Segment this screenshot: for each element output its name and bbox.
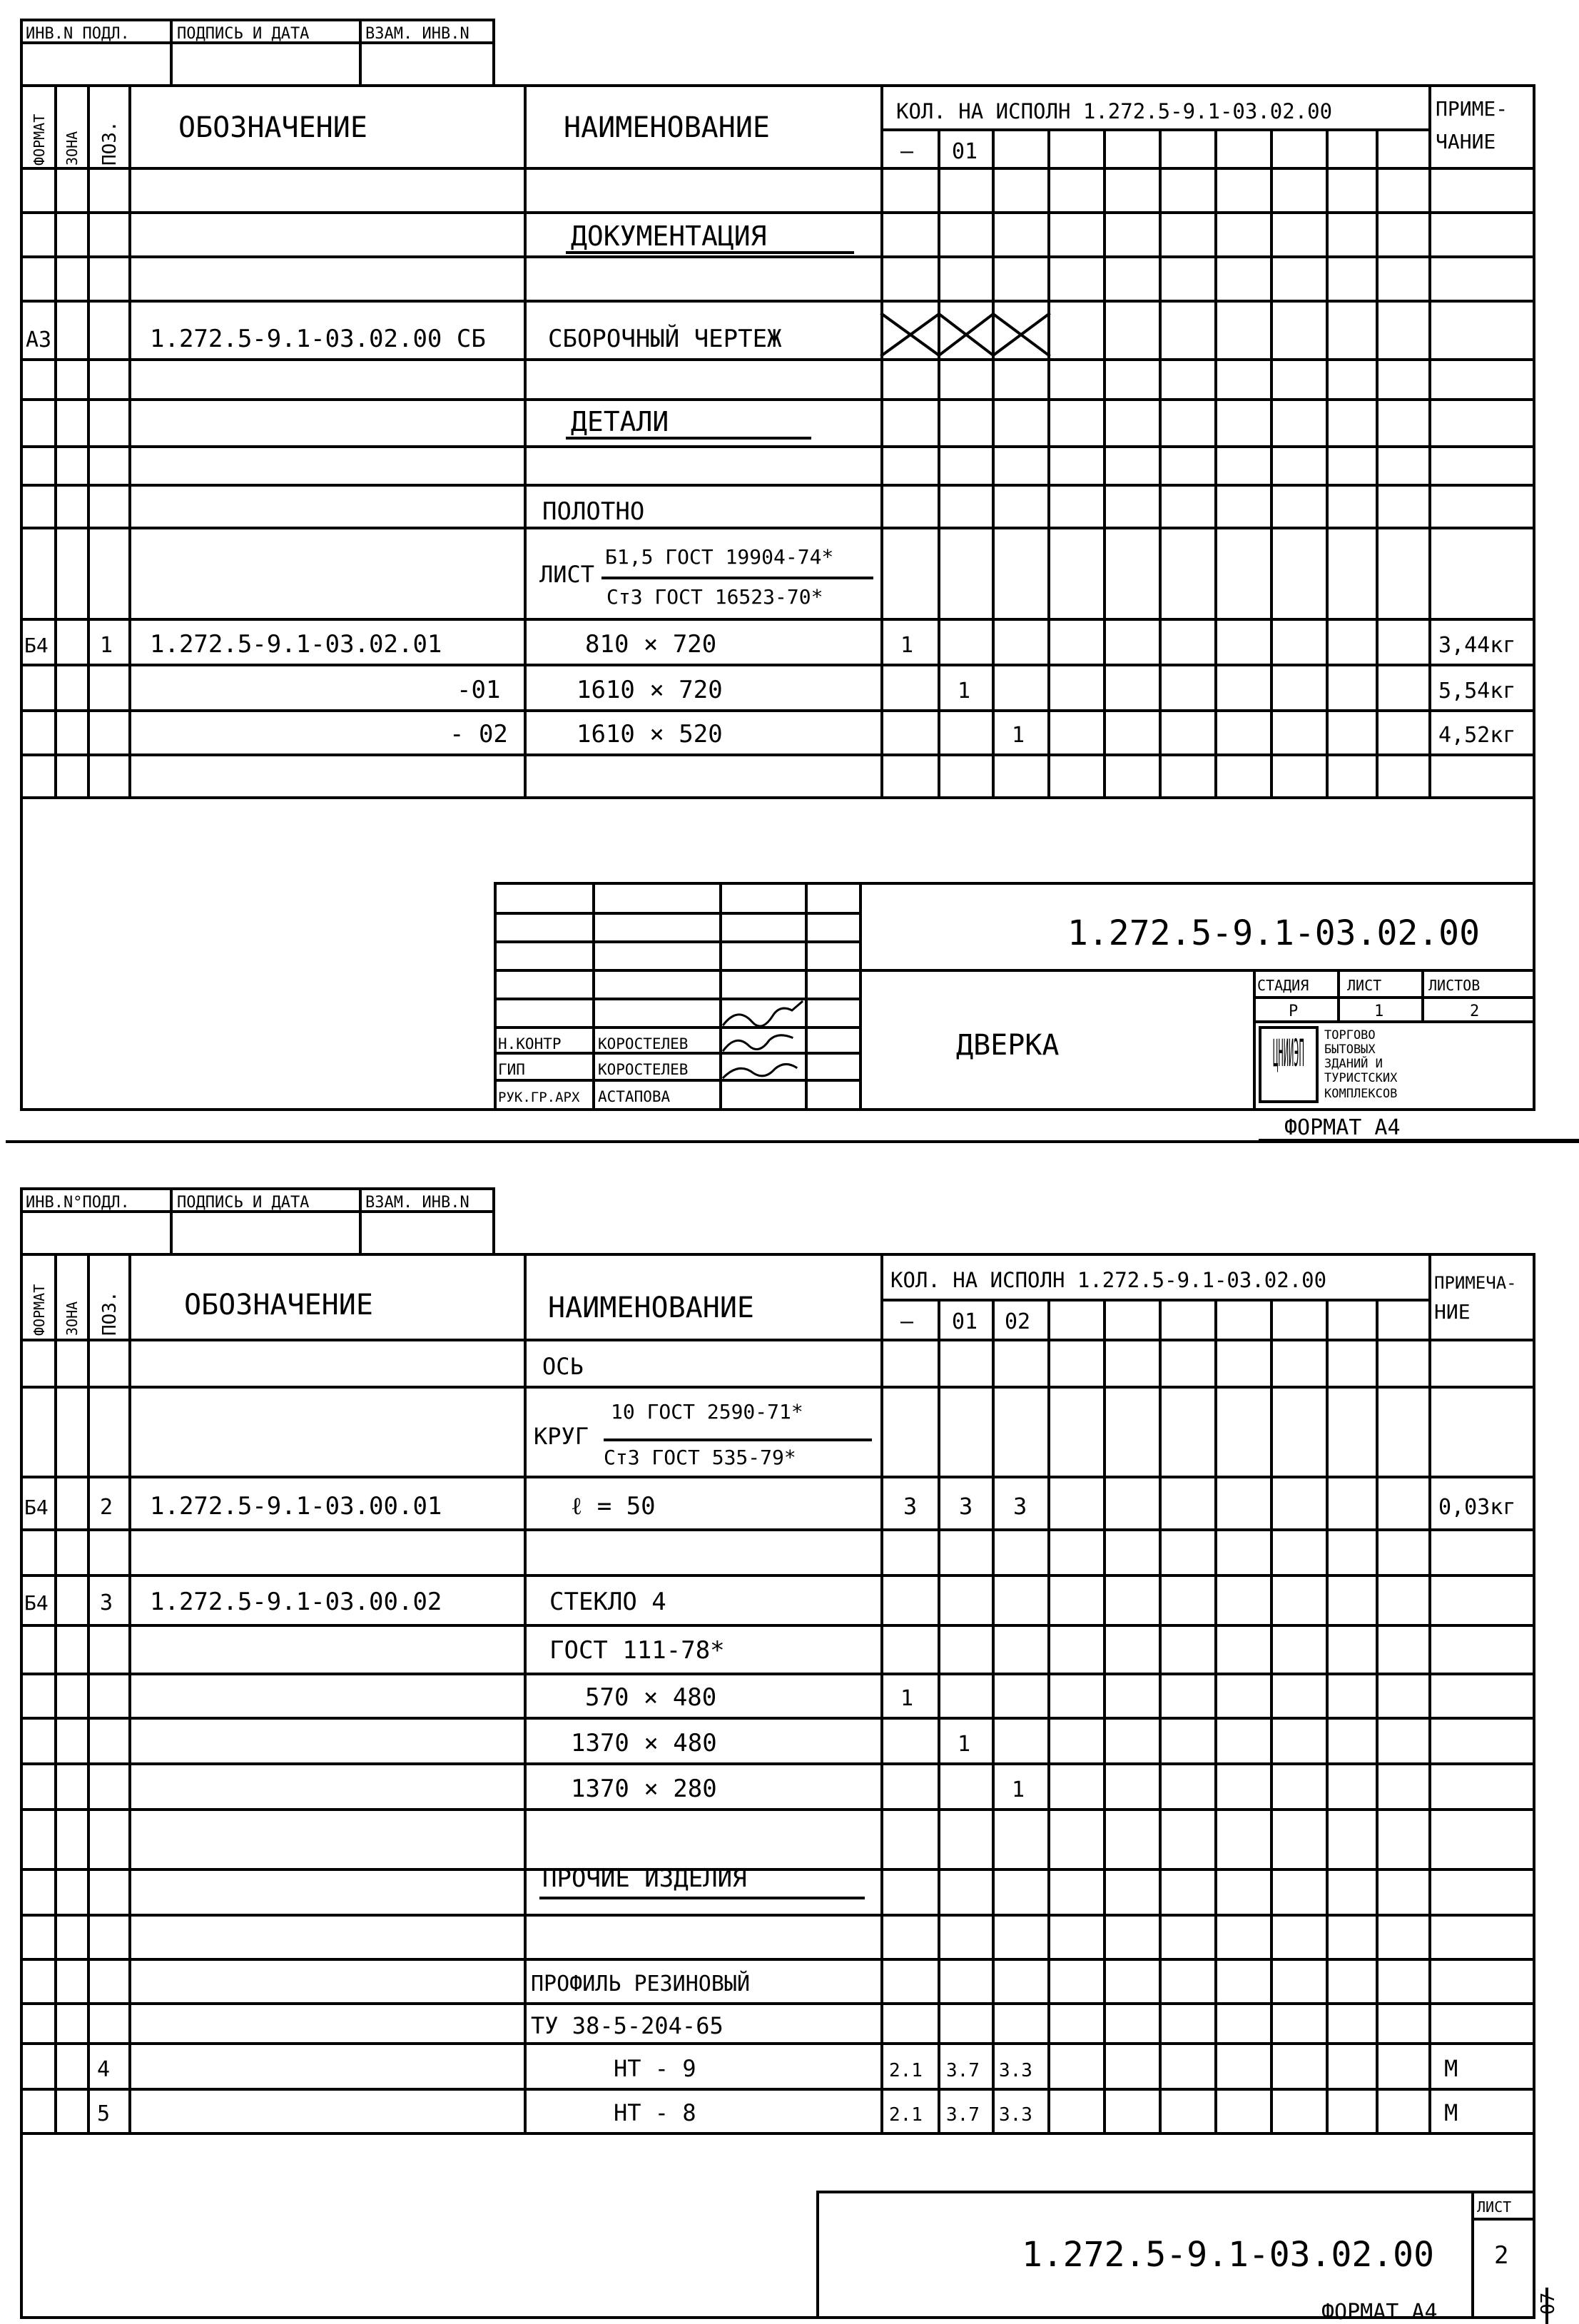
name-gip: КОРОСТЕЛЕВ (598, 1061, 689, 1078)
title-listov: ЛИСТОВ (1428, 977, 1481, 994)
header2-primechanie-2: НИЕ (1434, 1300, 1471, 1324)
sheet2-rows (24, 1353, 1515, 2126)
row-p4-note: М (1444, 2055, 1458, 2082)
header-naimenovanie: НАИМЕНОВАНИЕ (564, 111, 770, 144)
row2-1-q1: 3 (903, 1493, 918, 1520)
header-zona: ЗОНА (64, 131, 81, 166)
row2-1-note: 0,03кг (1438, 1495, 1516, 1520)
row1-pos: 1 (100, 633, 113, 658)
header2-isp-3: 02 (1005, 1309, 1031, 1334)
row2-1-q3: 3 (1013, 1493, 1027, 1520)
row-p4-pos: 4 (97, 2057, 111, 2082)
row-p5-note: М (1444, 2099, 1458, 2126)
org-line-2: БЫТОВЫХ (1324, 1042, 1376, 1057)
row-polotno: ПОЛОТНО (542, 497, 645, 526)
role-ruk-gr-arkh: РУК.ГР.АРХ (498, 1090, 580, 1105)
title-name: ДВЕРКА (956, 1029, 1060, 1062)
row-sb-name: СБОРОЧНЫЙ ЧЕРТЕЖ (548, 325, 782, 353)
name-ruk-gr: АСТАПОВА (598, 1088, 671, 1105)
row2-qty: 1 (958, 679, 971, 704)
title-list-val: 1 (1374, 1003, 1384, 1020)
row-tu: ТУ 38-5-204-65 (531, 2012, 724, 2039)
sheet1-signatures (724, 1002, 802, 1077)
org-line-1: ТОРГОВО (1324, 1028, 1376, 1042)
glass3-name: 1370 × 280 (571, 1775, 717, 1803)
header2-poz: ПОЗ. (99, 1291, 121, 1336)
header2-isp-2: 01 (952, 1309, 978, 1334)
row-krug-den: Ст3 ГОСТ 535-79* (604, 1446, 796, 1469)
title-stadia: СТАДИЯ (1257, 977, 1309, 994)
row2-2-format: Б4 (24, 1591, 49, 1615)
row-p4-q3: 3.3 (999, 2060, 1032, 2081)
row-list-prefix: ЛИСТ (539, 561, 595, 588)
row1-note: 3,44кг (1438, 633, 1516, 658)
name-kontr: КОРОСТЕЛЕВ (598, 1035, 689, 1052)
row-krug-num: 10 ГОСТ 2590-71* (611, 1400, 803, 1424)
stamp2-inv-podl: ИНВ.N°ПОДЛ. (26, 1194, 130, 1212)
title2-list: ЛИСТ (1477, 2198, 1512, 2216)
title2-doc-code: 1.272.5-9.1-03.02.00 (1022, 2235, 1434, 2275)
title-listov-val: 2 (1470, 1003, 1480, 1020)
row1-qty: 1 (900, 633, 914, 658)
row-sb-code: 1.272.5-9.1-03.02.00 СБ (150, 325, 486, 353)
row2-2-gost: ГОСТ 111-78* (549, 1636, 725, 1665)
row2-1-name: ℓ = 50 (571, 1492, 656, 1521)
row1-format: Б4 (24, 634, 49, 657)
sheet2-format-label: ФОРМАТ А4 (1321, 2300, 1438, 2324)
row2-2-pos: 3 (100, 1590, 113, 1615)
sheet1-table-grid (21, 86, 1534, 798)
glass1-qty: 1 (900, 1686, 914, 1711)
header-oboznachenie: ОБОЗНАЧЕНИЕ (178, 111, 367, 144)
header-kol: КОЛ. НА ИСПОЛН 1.272.5-9.1-03.02.00 (896, 99, 1333, 123)
row-p5-q1: 2.1 (889, 2104, 923, 2126)
header-poz: ПОЗ. (99, 121, 121, 166)
row-a3-format: А3 (26, 328, 52, 352)
org-logo: ЦНИИЭП (1273, 1031, 1304, 1076)
row3-code: - 02 (450, 720, 508, 749)
role-n-kontr: Н.КОНТР (498, 1035, 562, 1052)
row2-note: 5,54кг (1438, 679, 1516, 704)
row3-note: 4,52кг (1438, 723, 1516, 748)
row-p5-q3: 3.3 (999, 2104, 1032, 2126)
header2-zona: ЗОНА (64, 1301, 81, 1336)
glass3-qty: 1 (1012, 1777, 1025, 1802)
title-doc-code: 1.272.5-9.1-03.02.00 (1067, 913, 1480, 953)
row-p4-q1: 2.1 (889, 2060, 923, 2081)
sheet1-format-label: ФОРМАТ А4 (1284, 1115, 1401, 1140)
row-p5-q2: 3.7 (946, 2104, 980, 2126)
sheet2-stamp (26, 1194, 469, 1212)
stamp2-podpis-data: ПОДПИСЬ И ДАТА (177, 1194, 310, 1212)
row2-name: 1610 × 720 (577, 676, 723, 704)
row1-name: 810 × 720 (585, 630, 717, 659)
row2-code: -01 (457, 676, 501, 704)
stamp-inv-podl: ИНВ.N ПОДЛ. (26, 25, 130, 43)
row2-2-code: 1.272.5-9.1-03.00.02 (150, 1588, 442, 1616)
glass2-name: 1370 × 480 (571, 1729, 717, 1757)
row-list-num: Б1,5 ГОСТ 19904-74* (605, 545, 834, 569)
row-p5-pos: 5 (97, 2101, 111, 2126)
stamp2-vzam-inv: ВЗАМ. ИНВ.N (365, 1194, 469, 1212)
title2-list-val: 2 (1494, 2241, 1509, 2270)
title-stadia-val: Р (1289, 1003, 1299, 1020)
org-line-4: ТУРИСТСКИХ (1324, 1071, 1398, 1085)
row-profile: ПРОФИЛЬ РЕЗИНОВЫЙ (531, 1972, 751, 1996)
role-gip: ГИП (498, 1061, 525, 1078)
margin-mark: 07 (1538, 2292, 1559, 2315)
section-other-items: ПРОЧИЕ ИЗДЕЛИЯ (542, 1864, 747, 1893)
row1-code: 1.272.5-9.1-03.02.01 (150, 630, 442, 659)
org-line-3: ЗДАНИЙ И (1324, 1057, 1383, 1071)
title-list: ЛИСТ (1347, 977, 1382, 994)
header-primechanie-2: ЧАНИЕ (1436, 130, 1496, 153)
section-documentation: ДОКУМЕНТАЦИЯ (571, 220, 767, 252)
header2-oboznachenie: ОБОЗНАЧЕНИЕ (184, 1289, 373, 1321)
row3-name: 1610 × 520 (577, 720, 723, 749)
row-krug-prefix: КРУГ (534, 1423, 589, 1450)
row-p4-name: НТ - 9 (614, 2055, 696, 2082)
section-details: ДЕТАЛИ (571, 406, 669, 437)
header-isp-2: 01 (952, 139, 978, 164)
row-os: ОСЬ (542, 1353, 584, 1380)
header2-primechanie-1: ПРИМЕЧА- (1434, 1273, 1517, 1293)
sheet2-title-block (1022, 2198, 1511, 2275)
sheet2-table-grid (21, 1254, 1534, 2133)
header2-kol: КОЛ. НА ИСПОЛН 1.272.5-9.1-03.02.00 (890, 1268, 1327, 1292)
header2-format: ФОРМАТ (31, 1284, 48, 1336)
row2-2-name: СТЕКЛО 4 (549, 1588, 666, 1616)
stamp-vzam-inv: ВЗАМ. ИНВ.N (365, 25, 469, 43)
org-line-5: КОМПЛЕКСОВ (1324, 1087, 1398, 1101)
glass2-qty: 1 (958, 1732, 971, 1757)
row-list-den: Ст3 ГОСТ 16523-70* (606, 585, 823, 609)
row-p4-q2: 3.7 (946, 2060, 980, 2081)
sheet1-cross-marks (882, 314, 1049, 355)
header2-isp-1: – (900, 1309, 914, 1334)
header-format: ФОРМАТ (31, 113, 48, 166)
row2-1-format: Б4 (24, 1496, 49, 1519)
row2-1-pos: 2 (100, 1495, 113, 1520)
header-isp-1: – (900, 139, 914, 164)
sheet2-header (31, 1268, 1517, 1336)
stamp-podpis-data: ПОДПИСЬ И ДАТА (177, 25, 310, 43)
glass1-name: 570 × 480 (585, 1683, 717, 1712)
row2-1-q2: 3 (959, 1493, 973, 1520)
header-primechanie-1: ПРИМЕ- (1436, 97, 1508, 121)
sheet1-stamp (26, 25, 469, 43)
header2-naimenovanie: НАИМЕНОВАНИЕ (548, 1292, 754, 1324)
row2-1-code: 1.272.5-9.1-03.00.01 (150, 1492, 442, 1521)
row-p5-name: НТ - 8 (614, 2099, 696, 2126)
row3-qty: 1 (1012, 723, 1025, 748)
